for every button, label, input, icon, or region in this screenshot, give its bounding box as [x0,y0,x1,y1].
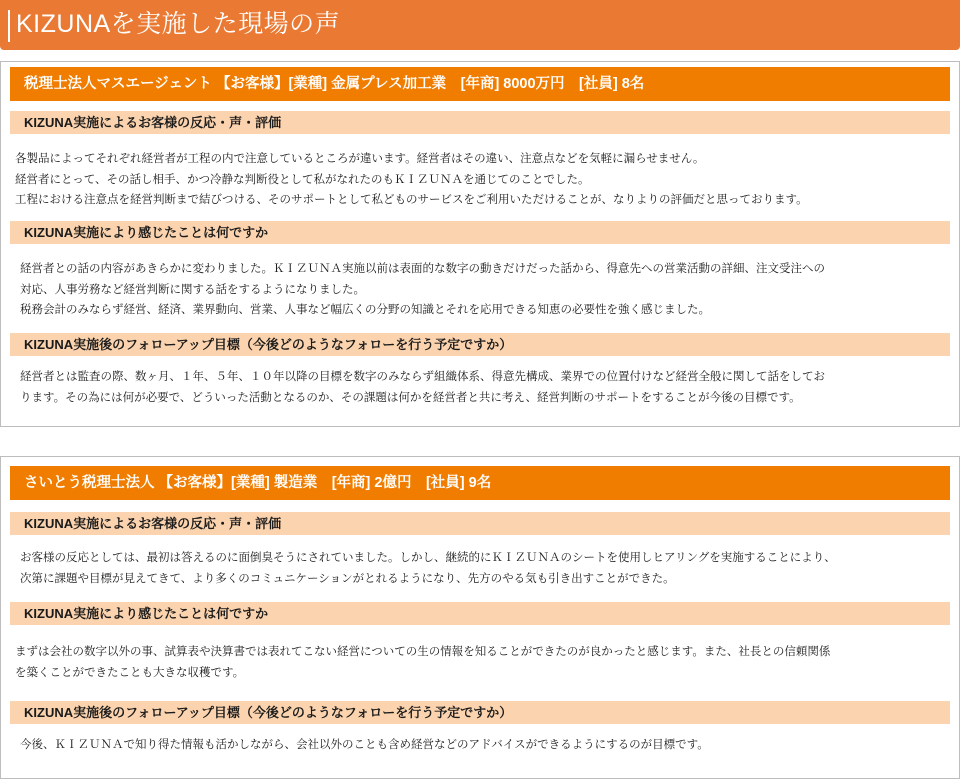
header-accent-bar [8,10,10,42]
body-line: 工程における注意点を経営判断まで結びつける、そのサポートとして私どものサービスをご利用いただけることが、なりよりの評価だと思っております。 [15,192,808,206]
page-header [0,0,960,50]
body-line: 税務会計のみならず経営、経済、業界動向、営業、人事など幅広くの分野の知識とそれを応用できる知恵の必要性を強く感じました。 [20,302,710,316]
body-line: お客様の反応としては、最初は答えるのに面倒臭そうにされていました。しかし、継続的にＫＩＺＵＮＡのシートを使用しヒアリングを実施することにより、 [20,550,836,564]
case-card-saito [0,456,960,779]
section-heading-reaction: KIZUNA実施によるお客様の反応・声・評価 [10,512,950,535]
section-body-impressions [20,258,950,320]
body-line: 対応、人事労務など経営判断に関する話をするようになりました。 [20,281,365,296]
section-body-reaction [20,547,950,588]
body-line: まずは会社の数字以外の事、試算表や決算書では表れてこない経営についての生の情報を知ることができたのが良かったと感じます。また、社長との信頼関係 [15,644,831,658]
body-line: 次第に課題や目標が見えてきて、より多くのコミュニケーションがとれるようになり、先方のやる気も引き出すことができた。 [20,570,675,585]
section-body-followup [20,366,950,407]
section-heading-followup: KIZUNA実施後のフォローアップ目標（今後どのようなフォローを行う予定ですか） [10,333,950,356]
body-line: 経営者との話の内容があきらかに変わりました。ＫＩＺＵＮＡ実施以前は表面的な数字の動きだけだった話から、得意先への営業活動の詳細、注文受注への [20,261,825,275]
body-line: 経営者にとって、その話し相手、かつ冷静な判断役として私がなれたのもＫＩＺＵＮＡを通じてのことでした。 [15,171,590,186]
case-title: さいとう税理士法人 【お客様】[業種] 製造業 [年商] 2億円 [社員] 9名 [10,466,950,500]
page-title: KIZUNAを実施した現場の声 [16,10,341,38]
body-line: 経営者とは監査の際、数ヶ月、１年、５年、１０年以降の目標を数字のみならず組織体系、得意先構成、業界での位置付けなど経営全般に関して話をしてお [20,369,825,383]
case-title: 税理士法人マスエージェント 【お客様】[業種] 金属プレス加工業 [年商] 8000万円 [社員] 8名 [10,67,950,101]
body-line: 今後、ＫＩＺＵＮＡで知り得た情報も活かしながら、会社以外のことも含め経営などのアドバイスができるようにするのが目標です。 [20,737,709,751]
section-heading-impressions: KIZUNA実施により感じたことは何ですか [10,602,950,625]
case-card-masuagent [0,61,960,427]
body-line: を築くことができたことも大きな収穫です。 [15,664,245,679]
section-body-reaction [15,148,945,210]
body-line: 各製品によってそれぞれ経営者が工程の内で注意しているところが違います。経営者はその違い、注意点などを気軽に漏らせません。 [15,151,705,165]
body-line: ります。その為には何が必要で、どういった活動となるのか、その課題は何かを経営者と共に考え、経営判断のサポートをすることが今後の目標です。 [20,389,801,404]
section-heading-reaction: KIZUNA実施によるお客様の反応・声・評価 [10,111,950,134]
section-heading-followup: KIZUNA実施後のフォローアップ目標（今後どのようなフォローを行う予定ですか） [10,701,950,724]
section-body-followup [20,734,950,755]
section-heading-impressions: KIZUNA実施により感じたことは何ですか [10,221,950,244]
section-body-impressions [15,641,945,682]
